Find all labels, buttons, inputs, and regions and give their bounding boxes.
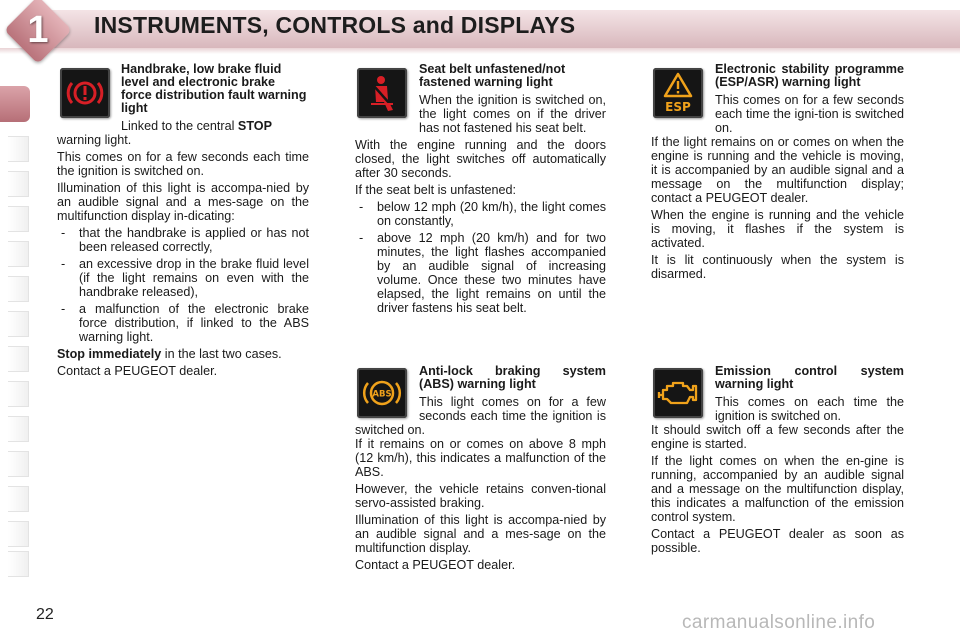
list-item: - above 12 mph (20 km/h) and for two minutes, the light flashes accompanied by an audible signal of increasing volume. Once these two minutes have elapsed, the light remains on until the driver fastens his seat belt. bbox=[355, 231, 606, 315]
chapter-tab-1[interactable] bbox=[0, 86, 30, 122]
emission-p3: If the light comes on when the en-gine is running, accompanied by an audible signal and a message on the multifunction display, this indicates a malfunction of the emission control system. bbox=[651, 454, 904, 524]
abs-p1: This light comes on for a few seconds each time the ignition is switched on. bbox=[355, 395, 606, 437]
engine-warning-icon bbox=[653, 368, 703, 418]
chapter-tab-3[interactable] bbox=[8, 171, 29, 197]
chapter-tabs bbox=[0, 66, 34, 576]
handbrake-list bbox=[57, 226, 309, 344]
handbrake-heading: Handbrake, low brake fluid level and electronic brake force distribution fault warning light bbox=[121, 62, 307, 115]
chapter-tab-8[interactable] bbox=[8, 346, 29, 372]
emission-p1: This comes on each time the ignition is switched on. bbox=[715, 395, 904, 423]
chapter-tab-12[interactable] bbox=[8, 486, 29, 512]
abs-heading: Anti-lock braking system (ABS) warning light bbox=[419, 364, 606, 391]
watermark: carmanualsonline.info bbox=[682, 612, 876, 633]
esp-p2: If the light remains on or comes on when the engine is running and the vehicle is moving, it is accompanied by an audible signal and a message on the multifunction display; contact a PEUGEOT dealer. bbox=[651, 135, 904, 205]
abs-icon-label: ABS bbox=[372, 389, 392, 400]
chapter-tab-11[interactable] bbox=[8, 451, 29, 477]
handbrake-p1: This comes on for a few seconds each time the ignition is switched on. bbox=[57, 150, 309, 178]
chapter-tab-14[interactable] bbox=[8, 551, 29, 577]
page-header bbox=[0, 0, 960, 58]
esp-icon-label: ESP bbox=[665, 100, 691, 114]
chapter-tab-10[interactable] bbox=[8, 416, 29, 442]
handbrake-contact: Contact a PEUGEOT dealer. bbox=[57, 364, 218, 378]
seatbelt-list bbox=[355, 200, 606, 315]
handbrake-intro-prefix: Linked to the central bbox=[121, 119, 235, 133]
seatbelt-p1-visible: When the ignition is switched on, the light comes on if the driver has not fastened his seat belt. bbox=[419, 93, 606, 135]
chapter-number: 1 bbox=[27, 9, 49, 51]
emission-p2: It should switch off a few seconds after the engine is started. bbox=[651, 423, 904, 451]
abs-p4: Illumination of this light is accompa-nied by an audible signal and a mes-sage on the multifunction display. bbox=[355, 513, 606, 555]
list-item: - below 12 mph (20 km/h), the light comes on constantly, bbox=[355, 200, 606, 228]
esp-warning-icon bbox=[653, 68, 703, 118]
handbrake-p2: Illumination of this light is accompa-nied by an audible signal and a mes-sage on the multifunction display in-dicating: bbox=[57, 181, 309, 223]
esp-p3: When the engine is running and the vehicle is moving, it flashes if the system is activated. bbox=[651, 208, 904, 250]
section-handbrake bbox=[57, 63, 309, 381]
esp-heading: Electronic stability programme (ESP/ASR) warning light bbox=[715, 62, 904, 89]
chapter-tab-6[interactable] bbox=[8, 276, 29, 302]
abs-warning-icon bbox=[357, 368, 407, 418]
page-number: 22 bbox=[36, 606, 54, 623]
chapter-tab-2[interactable] bbox=[8, 136, 29, 162]
chapter-tab-13[interactable] bbox=[8, 521, 29, 547]
list-item: - that the handbrake is applied or has not been released correctly, bbox=[57, 226, 309, 254]
list-item: - an excessive drop in the brake fluid level (if the light remains on even with the handbrake released), bbox=[57, 257, 309, 299]
list-item: - a malfunction of the electronic brake force distribution, if linked to the ABS warning light. bbox=[57, 302, 309, 344]
section-emission bbox=[651, 365, 904, 558]
handbrake-stop-rest: in the last two cases. bbox=[164, 347, 282, 361]
esp-p4: It is lit continuously when the system is disarmed. bbox=[651, 253, 904, 281]
seatbelt-heading: Seat belt unfastened/not fastened warning light bbox=[419, 62, 566, 89]
abs-p2: If it remains on or comes on above 8 mph (12 km/h), this indicates a malfunction of the ABS. bbox=[355, 437, 606, 479]
chapter-tab-7[interactable] bbox=[8, 311, 29, 337]
handbrake-intro-suffix: warning light. bbox=[57, 133, 132, 147]
section-seatbelt bbox=[355, 63, 606, 318]
esp-p1: This comes on for a few seconds each time the igni-tion is switched on. bbox=[715, 93, 904, 135]
abs-p5: Contact a PEUGEOT dealer. bbox=[355, 558, 516, 572]
section-abs bbox=[355, 365, 606, 575]
page-title: INSTRUMENTS, CONTROLS and DISPLAYS bbox=[94, 12, 576, 38]
chapter-tab-4[interactable] bbox=[8, 206, 29, 232]
emission-p4: Contact a PEUGEOT dealer as soon as possible. bbox=[651, 527, 904, 555]
abs-p3: However, the vehicle retains conven-tional servo-assisted braking. bbox=[355, 482, 606, 510]
seatbelt-p3: If the seat belt is unfastened: bbox=[355, 183, 517, 197]
handbrake-stop-bold: Stop immediately bbox=[57, 347, 162, 361]
header-shade bbox=[0, 48, 960, 54]
emission-heading: Emission control system warning light bbox=[715, 364, 904, 391]
chapter-tab-5[interactable] bbox=[8, 241, 29, 267]
brake-warning-icon bbox=[60, 68, 110, 118]
chapter-tab-9[interactable] bbox=[8, 381, 29, 407]
seatbelt-p2: With the engine running and the doors closed, the light switches off automatically after 30 seconds. bbox=[355, 138, 606, 180]
section-esp bbox=[651, 63, 904, 284]
handbrake-intro-stop: STOP bbox=[237, 119, 272, 133]
